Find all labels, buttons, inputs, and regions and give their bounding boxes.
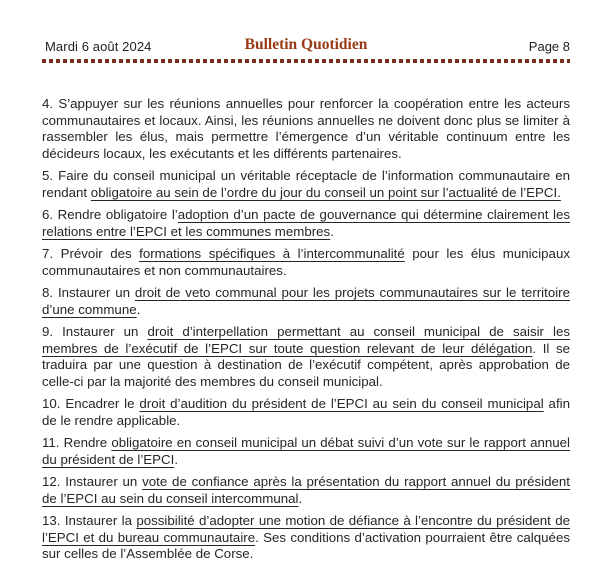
paragraph: [42, 207, 570, 240]
text-segment: 4. S’appuyer sur les réunions annuelles pour renforcer la coopération entre les acteurs communautaires et locaux. Ainsi, les réunions annuelles ne doivent donc plus se limiter à rassembler les élus, mais permettre l’émergence d’un véritable continuum entre les décideurs locaux, les exécutants et les différents partenaires.: [42, 96, 570, 161]
underlined-text: droit de veto communal pour les projets communautaires sur le territoire d’une commune: [42, 285, 571, 317]
paragraph: [42, 246, 570, 279]
text-segment: 6. Rendre obligatoire l’: [42, 207, 178, 222]
paragraph: [42, 435, 570, 468]
text-segment: afin de le rendre applicable.: [42, 396, 570, 428]
underlined-text: vote de confiance après la présentation du rapport annuel du président de l’EPCI au sein du conseil intercommunal: [42, 474, 570, 506]
paragraph: [42, 396, 570, 429]
text-segment: 9. Instaurer un: [42, 324, 148, 339]
text-segment: 5. Faire du conseil municipal un véritable réceptacle de l’information communautaire en rendant: [42, 168, 570, 200]
text-segment: .: [298, 490, 303, 506]
dotted-divider: [42, 59, 570, 63]
paragraph: [42, 168, 570, 201]
body-paragraphs: [42, 96, 570, 563]
header-title: Bulletin Quotidien: [244, 36, 368, 53]
text-segment: 13. Instaurer la: [42, 513, 137, 528]
page-header: [42, 38, 570, 54]
underlined-text: droit d’interpellation permettant au conseil municipal de saisir les membres de l’exécutif de l’EPCI sur toute question relevant de leur délégation: [42, 324, 570, 356]
underlined-text: obligatoire au sein de l’ordre du jour du conseil un point sur l’actualité de l’EPCI.: [90, 184, 561, 200]
text-segment: .: [136, 301, 141, 317]
underlined-text: droit d’audition du président de l’EPCI au sein du conseil municipal: [139, 396, 544, 411]
text-segment: .: [174, 451, 179, 467]
text-segment: 7. Prévoir des: [42, 246, 140, 261]
underlined-text: adoption d’un pacte de gouvernance qui détermine clairement les relations entre l’EPCI et les communes membres: [42, 207, 571, 239]
paragraph: [42, 285, 570, 318]
text-segment: . Il se traduira par une question à destination de l’exécutif compétent, après approbation de celle-ci par la majorité des membres du conseil municipal.: [42, 340, 571, 389]
text-segment: 11. Rendre: [42, 435, 112, 450]
header-page-number: Page 8: [528, 39, 570, 54]
header-date: Mardi 6 août 2024: [45, 39, 152, 54]
paragraph: [42, 513, 570, 563]
paragraph: [42, 474, 570, 507]
text-segment: 8. Instaurer un: [42, 285, 135, 300]
underlined-text: formations spécifiques à l’intercommunalité: [139, 246, 405, 261]
paragraph: [42, 324, 570, 390]
text-segment: .: [330, 223, 334, 239]
text-segment: 10. Encadrer le: [42, 396, 140, 411]
underlined-text: obligatoire en conseil municipal un débat suivi d’un vote sur le rapport annuel du président de l’EPCI: [42, 435, 571, 467]
underlined-text: possibilité d’adopter une motion de défiance à l’encontre du président de l’EPCI et du bureau communautaire: [42, 513, 570, 545]
text-segment: pour les élus municipaux communautaires et non communautaires.: [42, 246, 570, 278]
text-segment: . Ses conditions d’activation pourraient être calquées sur celles de l’Assemblée de Corse.: [42, 529, 570, 561]
paragraph: [42, 96, 570, 162]
text-segment: 12. Instaurer un: [42, 474, 143, 489]
